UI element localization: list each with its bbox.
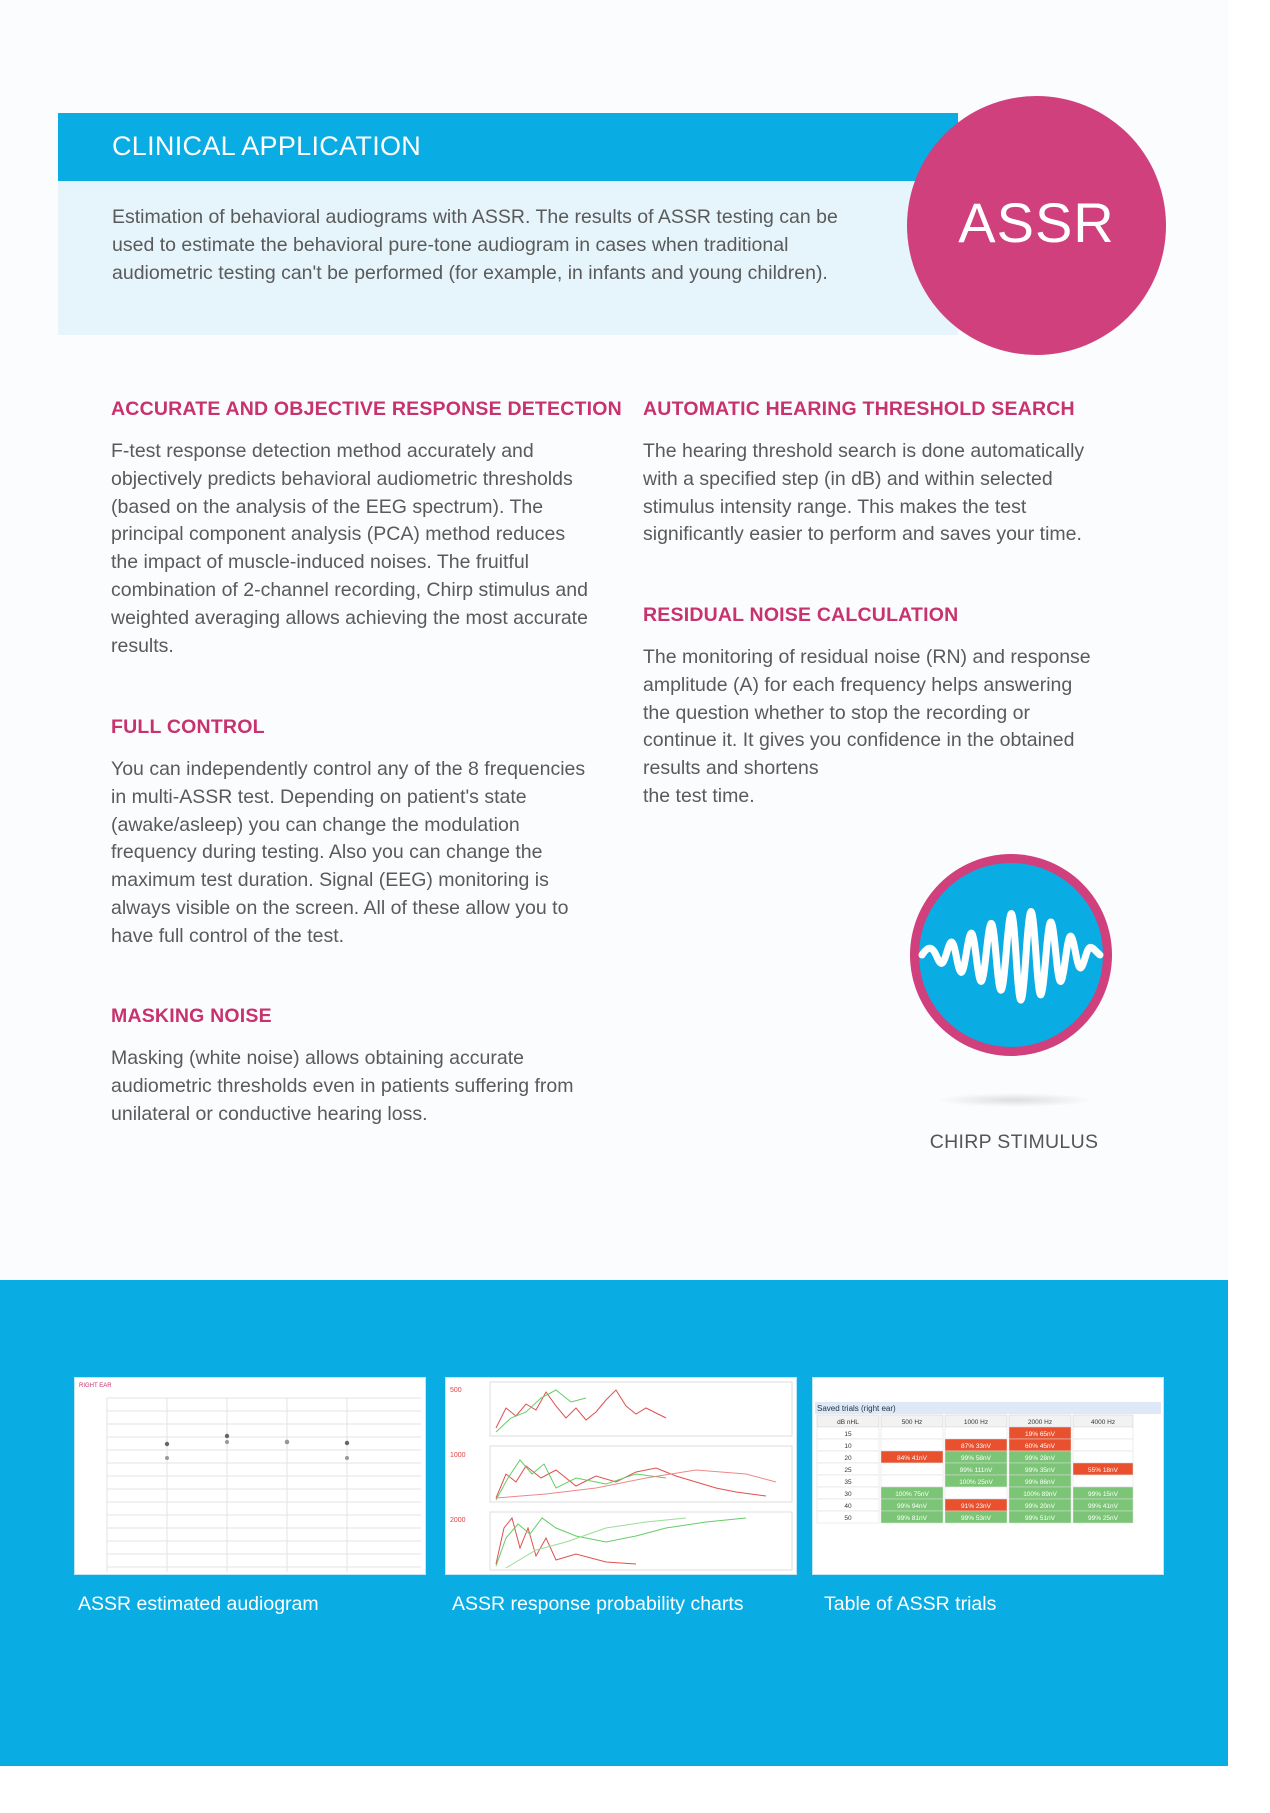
table-cell: 99% 20nV (1025, 1503, 1055, 1510)
chirp-waveform-icon (908, 852, 1114, 1058)
table-title: Saved trials (right ear) (817, 1404, 896, 1413)
table-header-cell: 500 Hz (901, 1419, 923, 1426)
panel-freq-label: 2000 (450, 1517, 466, 1524)
table-cell: 99% 28nV (1025, 1455, 1055, 1462)
body-residual-noise (643, 644, 1143, 811)
table-cell: 99% 58nV (961, 1455, 991, 1462)
table-header-cell: 1000 Hz (963, 1419, 989, 1426)
table-row-label: 50 (844, 1515, 852, 1522)
panel-freq-label: 500 (450, 1387, 462, 1394)
trials-table-screenshot (812, 1377, 1164, 1575)
table-cell: 99% 86nV (1025, 1479, 1055, 1486)
table-cell: 99% 41nV (1088, 1503, 1118, 1510)
body-accurate-detection: F-test response detection method accurately and objectively predicts behavioral audiometric thresholds (based on the analysis of the EEG spectrum). The principal component analysis (PCA) method reduces the impact of muscle-induced noises. The fruitful combination of 2-channel recording, Chirp stimulus and weighted averaging allows achieving the most accurate results. (111, 440, 588, 657)
heading-masking-noise: MASKING NOISE (111, 1005, 272, 1027)
table-row-label: 30 (844, 1491, 852, 1498)
audiogram-label: RIGHT EAR (79, 1383, 112, 1389)
heading-full-control: FULL CONTROL (111, 716, 265, 738)
residual-line: the question whether to stop the recording or (643, 701, 1030, 724)
table-cell: 99% 81nV (897, 1515, 927, 1522)
table-cell: 99% 51nV (1025, 1515, 1055, 1522)
body-full-control: You can independently control any of the 8 frequencies in multi-ASSR test. Depending on patient's state (awake/asleep) you can change the modulation frequency during testing. Also you can change the maximum test duration. Signal (EEG) monitoring is always visible on the screen. All of these allow you to have full control of the test. (111, 758, 586, 947)
assr-badge (907, 96, 1166, 355)
residual-line: amplitude (A) for each frequency helps answering (643, 673, 1073, 696)
table-cell: 87% 33nV (961, 1443, 991, 1450)
table-row-label: 10 (844, 1443, 852, 1450)
assr-badge-label: ASSR (958, 191, 1115, 254)
table-cell: 99% 35nV (1025, 1467, 1055, 1474)
table-header-cell: 2000 Hz (1027, 1419, 1053, 1426)
caption-trials-table: Table of ASSR trials (824, 1593, 997, 1615)
table-cell: 19% 65nV (1025, 1431, 1055, 1438)
probability-charts-screenshot (445, 1377, 797, 1575)
residual-line: continue it. It gives you confidence in the obtained (643, 729, 1075, 752)
section-title: CLINICAL APPLICATION (112, 131, 422, 161)
table-cell: 100% 25nV (959, 1479, 993, 1486)
residual-line: results and shortens (643, 757, 819, 780)
table-cell: 99% 53nV (961, 1515, 991, 1522)
residual-line: the test time. (643, 784, 755, 807)
table-header-cell: 4000 Hz (1090, 1419, 1116, 1426)
table-cell: 99% 15nV (1088, 1491, 1118, 1498)
table-row-label: 20 (844, 1455, 852, 1462)
table-cell: 55% 18nV (1088, 1467, 1118, 1474)
heading-threshold-search: AUTOMATIC HEARING THRESHOLD SEARCH (643, 398, 1075, 420)
table-cell: 91% 23nV (961, 1503, 991, 1510)
table-cell: 60% 45nV (1025, 1443, 1055, 1450)
table-cell: 99% 111nV (959, 1467, 993, 1474)
chirp-label: CHIRP STIMULUS (929, 1131, 1099, 1153)
table-cell: 99% 94nV (897, 1503, 927, 1510)
chirp-shadow (936, 1093, 1094, 1107)
table-header-cell: dB nHL (837, 1419, 859, 1426)
table-cell: 100% 75nV (895, 1491, 929, 1498)
audiogram-screenshot (74, 1377, 426, 1575)
table-row-label: 40 (844, 1503, 852, 1510)
caption-audiogram: ASSR estimated audiogram (78, 1593, 319, 1615)
table-cell: 99% 25nV (1088, 1515, 1118, 1522)
intro-text: Estimation of behavioral audiograms with ASSR. The results of ASSR testing can be used to estimate the behavioral pure-tone audiogram in cases when traditional audiometric testing can't be performed (for example, in infants and young children). (112, 206, 838, 284)
body-masking-noise: Masking (white noise) allows obtaining accurate audiometric thresholds even in patients suffering from unilateral or conductive hearing loss. (111, 1047, 574, 1125)
section-header-bar (58, 113, 958, 181)
table-cell: 100% 89nV (1023, 1491, 1057, 1498)
residual-line: The monitoring of residual noise (RN) and response (643, 646, 1091, 668)
body-threshold-search: The hearing threshold search is done automatically with a specified step (in dB) and within selected stimulus intensity range. This makes the test significantly easier to perform and saves your time. (643, 440, 1085, 546)
heading-residual-noise: RESIDUAL NOISE CALCULATION (643, 604, 959, 626)
intro-box (58, 181, 958, 335)
panel-freq-label: 1000 (450, 1452, 466, 1459)
caption-probability-charts: ASSR response probability charts (452, 1593, 744, 1615)
table-cell: 84% 41nV (897, 1455, 927, 1462)
heading-accurate-detection: ACCURATE AND OBJECTIVE RESPONSE DETECTION (111, 398, 622, 420)
table-row-label: 15 (844, 1431, 852, 1438)
table-row-label: 35 (844, 1479, 852, 1486)
table-row-label: 25 (844, 1467, 852, 1474)
